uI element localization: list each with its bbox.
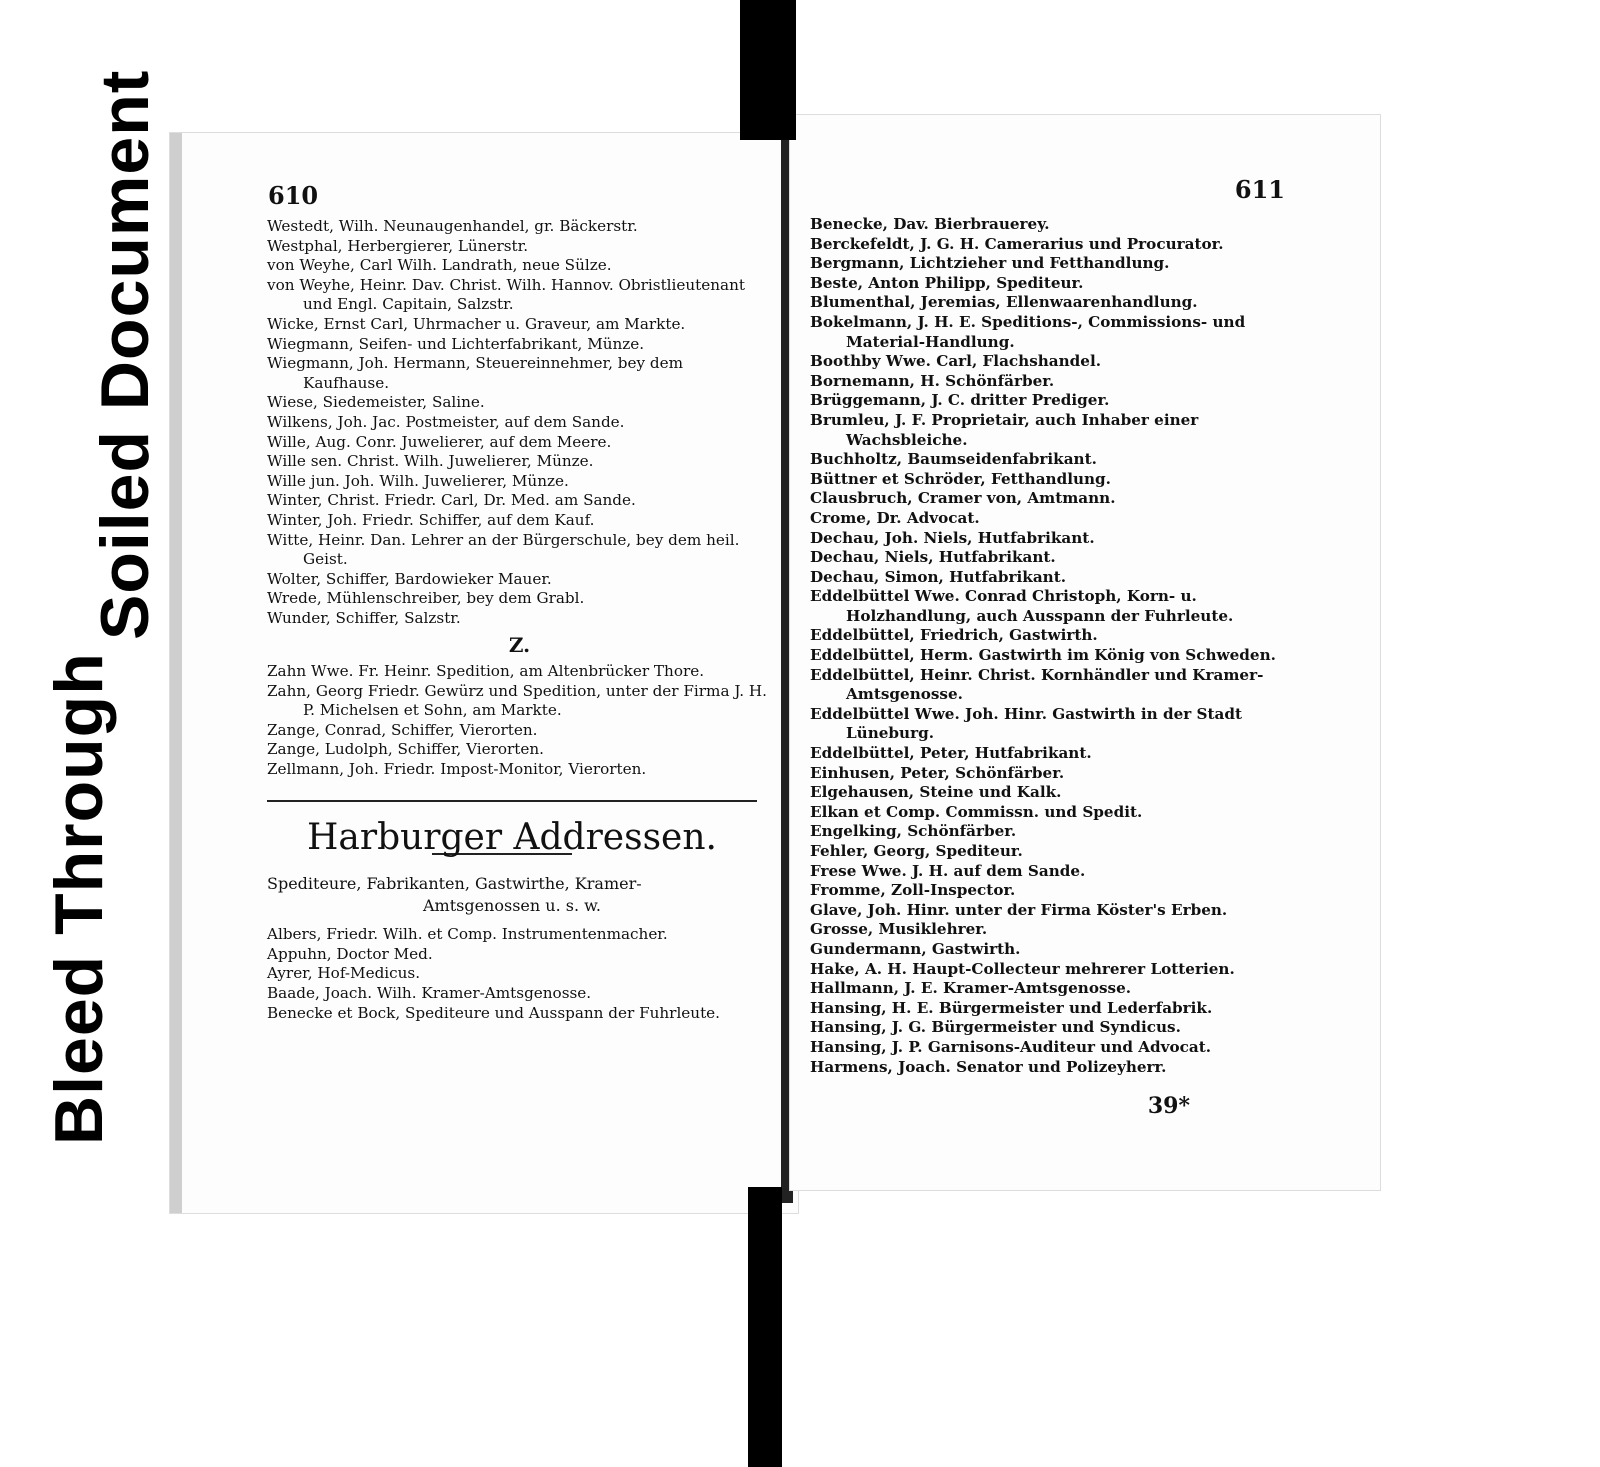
- list-item: Eddelbüttel, Peter, Hutfabrikant.: [810, 744, 1092, 763]
- list-item: Eddelbüttel Wwe. Joh. Hinr. Gastwirth in der Stadt Lüneburg.: [810, 704, 1242, 743]
- list-item: Wiese, Siedemeister, Saline.: [267, 393, 485, 412]
- list-item: Dechau, Joh. Niels, Hutfabrikant.: [810, 528, 1095, 547]
- soiled-document-stamp: Soiled Document: [87, 69, 163, 640]
- list-item: Wiegmann, Joh. Hermann, Steuereinnehmer, bey dem Kaufhause.: [267, 354, 683, 392]
- harburg-subheading: [267, 873, 757, 917]
- list-item: Zange, Conrad, Schiffer, Vierorten.: [267, 720, 538, 739]
- list-item: Wiegmann, Seifen- und Lichterfabrikant, Münze.: [267, 334, 645, 353]
- list-item: Westphal, Herbergierer, Lünerstr.: [267, 236, 529, 255]
- list-item: Dechau, Niels, Hutfabrikant.: [810, 548, 1056, 567]
- binding-tape-bottom: [748, 1187, 782, 1467]
- list-item: Brumleu, J. F. Proprietair, auch Inhaber einer Wachsbleiche.: [810, 410, 1199, 449]
- list-item: Dechau, Simon, Hutfabrikant.: [810, 567, 1067, 586]
- list-item: Ayrer, Hof-Medicus.: [267, 964, 421, 983]
- list-item: Bokelmann, J. H. E. Speditions-, Commissions- und Material-Handlung.: [810, 312, 1246, 351]
- list-item: Hallmann, J. E. Kramer-Amtsgenosse.: [810, 979, 1132, 998]
- right-entries-list: [810, 215, 1310, 1077]
- list-item: Eddelbüttel, Herm. Gastwirth im König von Schweden.: [810, 646, 1276, 665]
- list-item: Bergmann, Lichtzieher und Fetthandlung.: [810, 254, 1170, 273]
- list-item: Einhusen, Peter, Schönfärber.: [810, 763, 1065, 782]
- bleed-through-stamp: Bleed Through: [41, 652, 117, 1145]
- list-item: Hansing, H. E. Bürgermeister und Lederfabrik.: [810, 998, 1213, 1017]
- subheading-line-2: Amtsgenossen u. s. w.: [422, 896, 602, 916]
- list-item: Grosse, Musiklehrer.: [810, 920, 988, 939]
- right-page: [790, 115, 1380, 1190]
- list-item: Brüggemann, J. C. dritter Prediger.: [810, 391, 1110, 410]
- section-divider: [267, 800, 757, 802]
- list-item: Gundermann, Gastwirth.: [810, 939, 1021, 958]
- list-item: Berckefeldt, J. G. H. Camerarius und Procurator.: [810, 234, 1224, 253]
- list-item: Zange, Ludolph, Schiffer, Vierorten.: [267, 740, 544, 759]
- list-item: Bornemann, H. Schönfärber.: [810, 371, 1055, 390]
- list-item: Zahn, Georg Friedr. Gewürz und Spedition, unter der Firma J. H. P. Michelsen et Sohn, am Markte.: [267, 681, 767, 720]
- list-item: Wolter, Schiffer, Bardowieker Mauer.: [267, 569, 552, 588]
- list-item: Wrede, Mühlenschreiber, bey dem Grabl.: [267, 589, 585, 608]
- list-item: Fehler, Georg, Spediteur.: [810, 842, 1023, 860]
- list-item: Baade, Joach. Wilh. Kramer-Amtsgenosse.: [267, 984, 592, 1002]
- list-item: Beste, Anton Philipp, Spediteur.: [810, 273, 1084, 292]
- list-item: Wicke, Ernst Carl, Uhrmacher u. Graveur, am Markte.: [267, 314, 686, 333]
- list-item: Eddelbüttel, Heinr. Christ. Kornhändler und Kramer-Amtsgenosse.: [810, 665, 1264, 704]
- list-item: Albers, Friedr. Wilh. et Comp. Instrumentenmacher.: [267, 925, 668, 944]
- list-item: Zahn Wwe. Fr. Heinr. Spedition, am Altenbrücker Thore.: [267, 662, 705, 681]
- binding-tape-top: [740, 0, 796, 140]
- list-item: Boothby Wwe. Carl, Flachshandel.: [810, 352, 1102, 371]
- list-item: Wunder, Schiffer, Salzstr.: [267, 608, 461, 627]
- w-entries-list: [267, 217, 772, 628]
- list-item: Hake, A. H. Haupt-Collecteur mehrerer Lotterien.: [810, 959, 1235, 978]
- list-item: Winter, Christ. Friedr. Carl, Dr. Med. am Sande.: [267, 491, 636, 510]
- list-item: Benecke, Dav. Bierbrauerey.: [810, 215, 1050, 233]
- list-item: Wille, Aug. Conr. Juwelierer, auf dem Meere.: [267, 432, 612, 451]
- list-item: Appuhn, Doctor Med.: [267, 944, 433, 963]
- section-letter-z: Z.: [508, 633, 531, 658]
- list-item: Elgehausen, Steine und Kalk.: [810, 783, 1062, 802]
- left-page: [170, 133, 798, 1213]
- harburg-heading: Harburger Addressen.: [307, 816, 717, 858]
- list-item: Benecke et Bock, Spediteure und Ausspann der Fuhrleute.: [267, 1003, 720, 1022]
- list-item: Zellmann, Joh. Friedr. Impost-Monitor, Vierorten.: [267, 760, 647, 779]
- list-item: Elkan et Comp. Commissn. und Spedit.: [810, 802, 1143, 821]
- list-item: Witte, Heinr. Dan. Lehrer an der Bürgerschule, bey dem heil. Geist.: [267, 530, 740, 569]
- z-entries-list: [267, 662, 772, 780]
- list-item: Eddelbüttel, Friedrich, Gastwirth.: [810, 626, 1098, 645]
- list-item: Harmens, Joach. Senator und Polizeyherr.: [810, 1057, 1167, 1076]
- list-item: Buchholtz, Baumseidenfabrikant.: [810, 450, 1097, 469]
- list-item: Eddelbüttel Wwe. Conrad Christoph, Korn- u. Holzhandlung, auch Ausspann der Fuhrleute.: [810, 587, 1234, 625]
- harburg-entries-list: [267, 925, 772, 1023]
- list-item: von Weyhe, Heinr. Dav. Christ. Wilh. Hannov. Obristlieutenant und Engl. Capitain, Salzstr.: [267, 275, 745, 314]
- list-item: Engelking, Schönfärber.: [810, 822, 1017, 841]
- list-item: Büttner et Schröder, Fetthandlung.: [810, 469, 1111, 488]
- list-item: Wille jun. Joh. Wilh. Juwelierer, Münze.: [267, 471, 569, 490]
- right-page-number: 611: [1234, 175, 1285, 204]
- signature-mark: 39*: [1147, 1093, 1190, 1119]
- list-item: Hansing, J. G. Bürgermeister und Syndicus.: [810, 1018, 1181, 1037]
- list-item: Wilkens, Joh. Jac. Postmeister, auf dem Sande.: [267, 412, 625, 431]
- list-item: Crome, Dr. Advocat.: [810, 508, 980, 527]
- list-item: von Weyhe, Carl Wilh. Landrath, neue Sülze.: [267, 256, 612, 275]
- list-item: Westedt, Wilh. Neunaugenhandel, gr. Bäckerstr.: [267, 217, 638, 235]
- list-item: Winter, Joh. Friedr. Schiffer, auf dem Kauf.: [267, 510, 595, 529]
- right-page-entries: [810, 215, 1310, 1077]
- list-item: Frese Wwe. J. H. auf dem Sande.: [810, 861, 1086, 880]
- list-item: Wille sen. Christ. Wilh. Juwelierer, Münze.: [267, 452, 594, 471]
- left-page-entries: [267, 217, 772, 1023]
- list-item: Hansing, J. P. Garnisons-Auditeur und Advocat.: [810, 1037, 1212, 1056]
- list-item: Glave, Joh. Hinr. unter der Firma Köster's Erben.: [810, 900, 1228, 919]
- list-item: Blumenthal, Jeremias, Ellenwaarenhandlung.: [810, 293, 1198, 312]
- list-item: Fromme, Zoll-Inspector.: [810, 881, 1016, 900]
- list-item: Clausbruch, Cramer von, Amtmann.: [810, 489, 1116, 508]
- left-page-number: 610: [268, 181, 319, 210]
- subheading-line-1: Spediteure, Fabrikanten, Gastwirthe, Kramer-: [267, 874, 642, 894]
